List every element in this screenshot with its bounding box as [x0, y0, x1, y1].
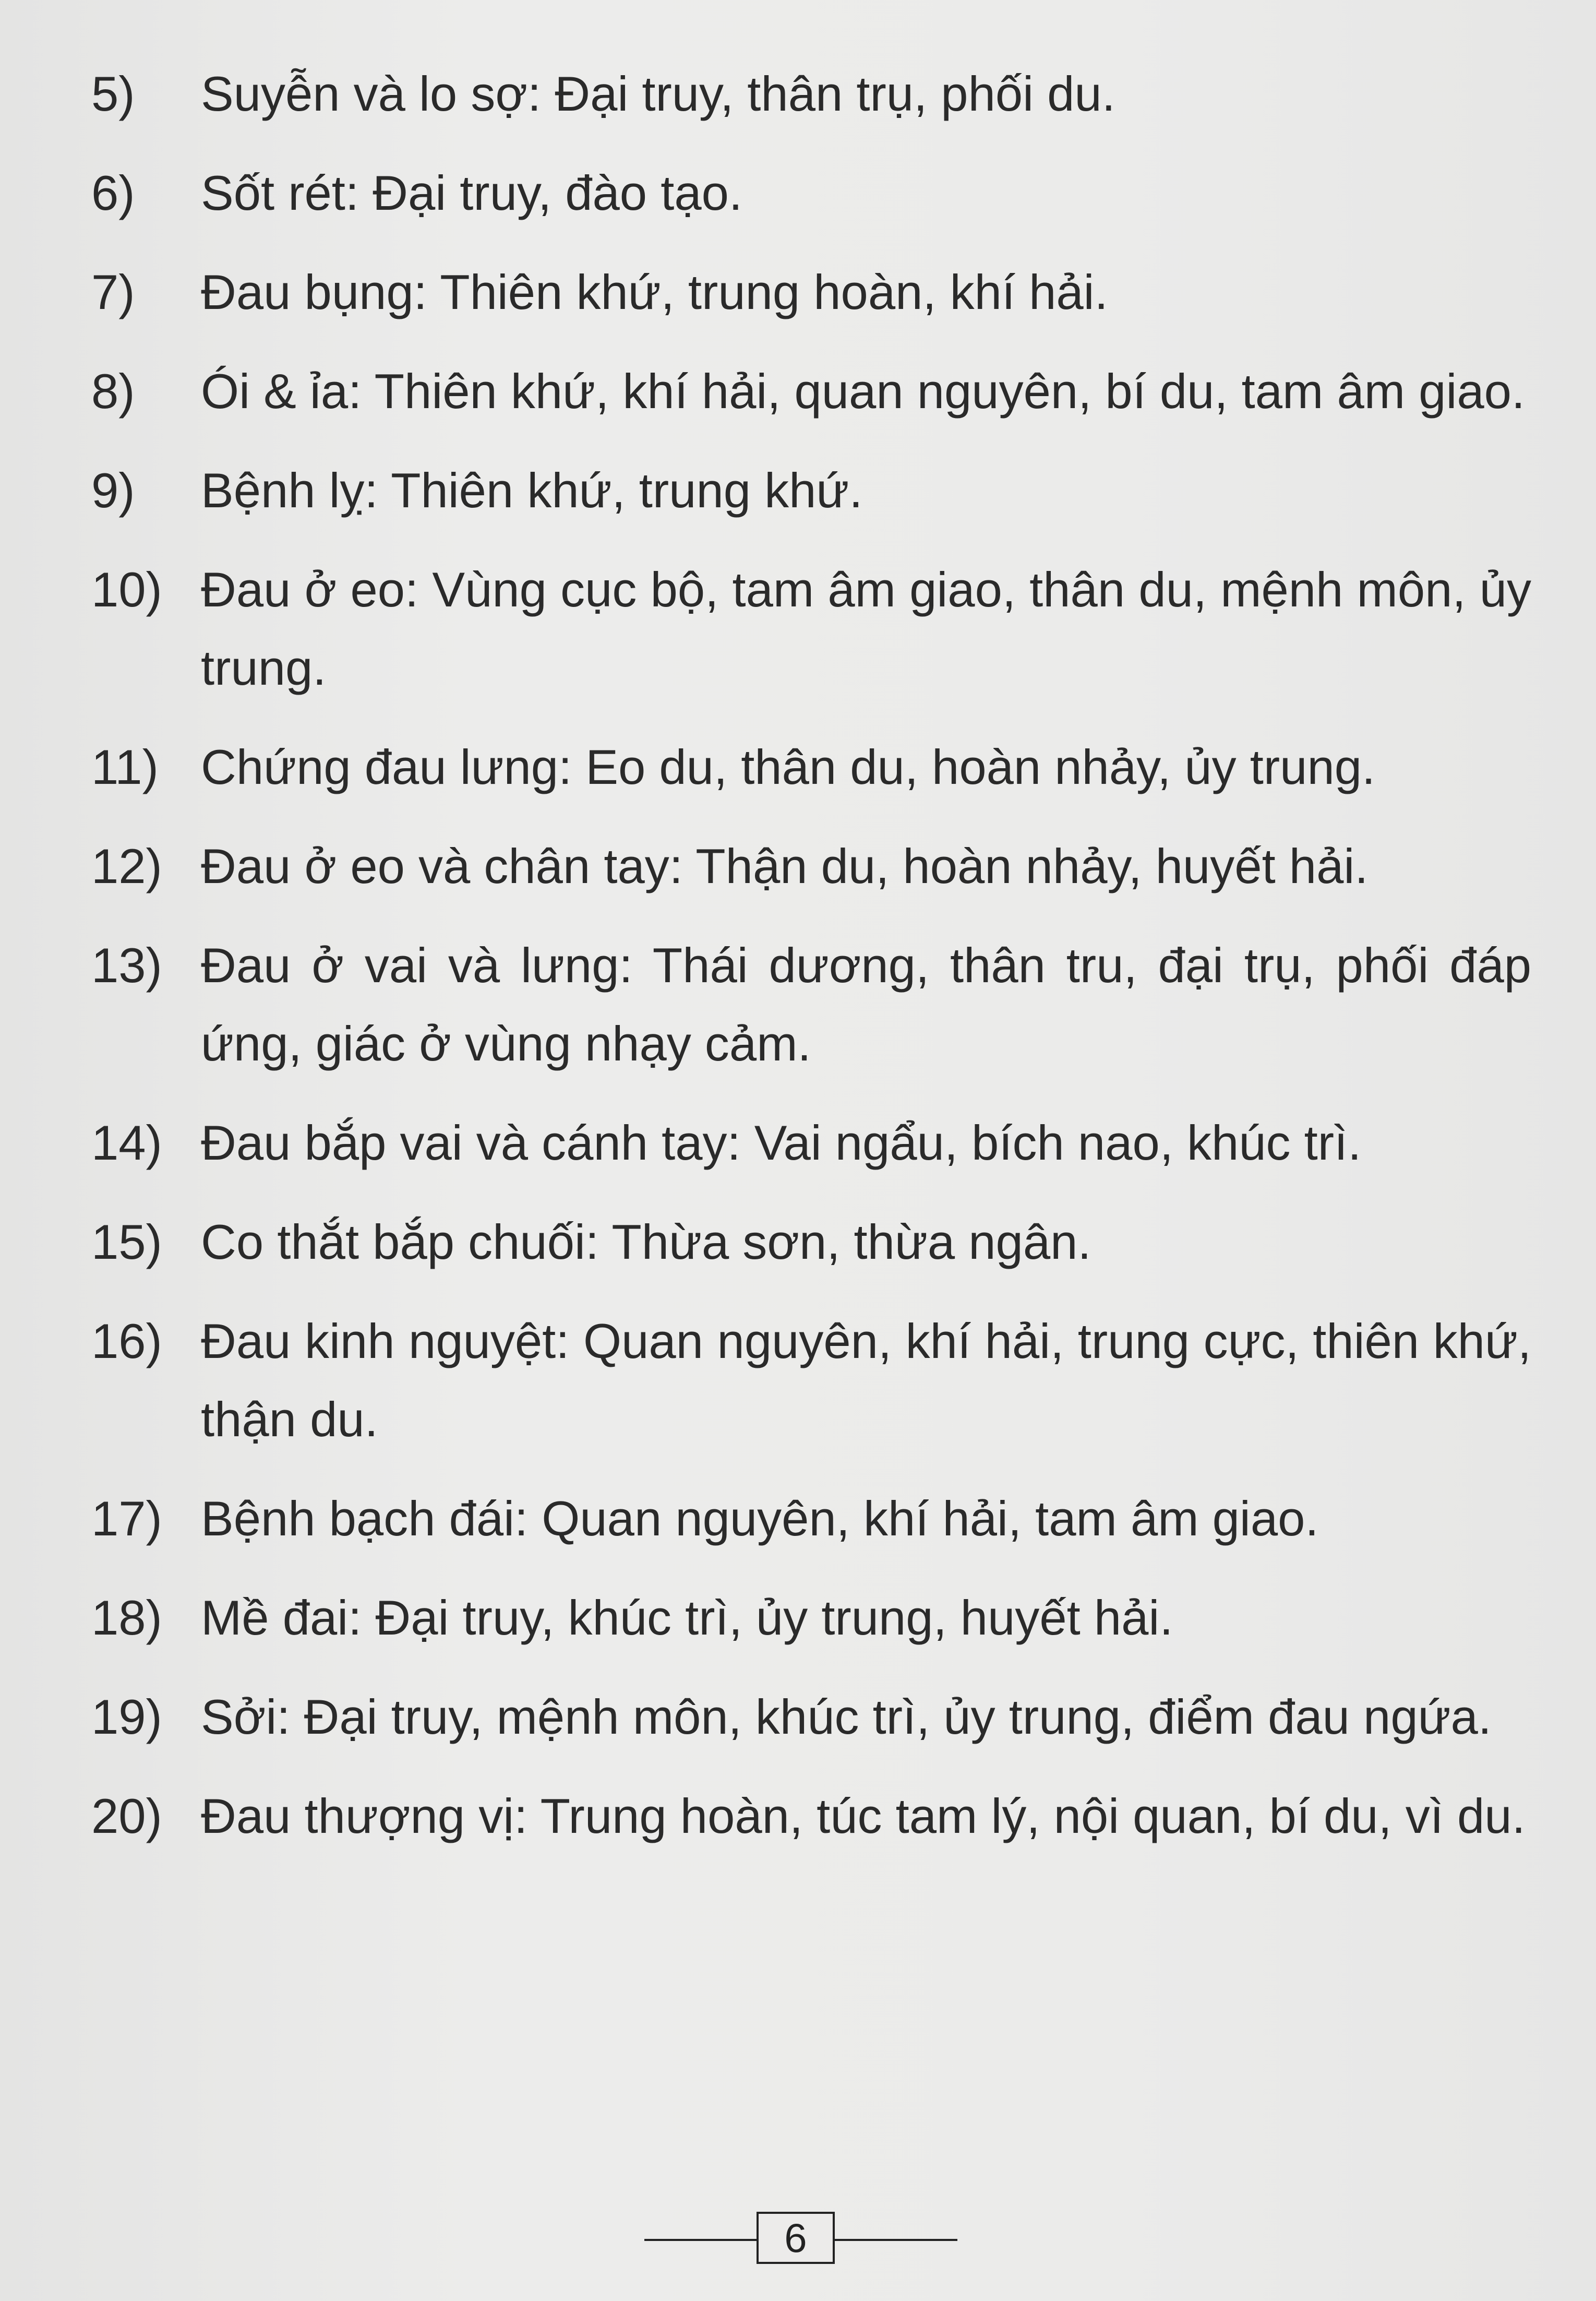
item-text: Co thắt bắp chuối: Thừa sơn, thừa ngân.: [201, 1214, 1091, 1269]
list-item: [91, 253, 1531, 331]
item-number: 11): [91, 740, 159, 794]
item-text: Chứng đau lưng: Eo du, thân du, hoàn nhảy, ủy trung.: [201, 740, 1376, 794]
list-item: [91, 1777, 1531, 1855]
item-number: 20): [91, 1789, 162, 1843]
item-number: 15): [91, 1214, 162, 1269]
item-text: Đau ở eo và chân tay: Thận du, hoàn nhảy, huyết hải.: [201, 839, 1369, 893]
list-item: [91, 728, 1531, 806]
item-text: Bệnh bạch đái: Quan nguyên, khí hải, tam âm giao.: [201, 1491, 1319, 1546]
item-number: 6): [91, 165, 135, 220]
item-text: Đau thượng vị: Trung hoàn, túc tam lý, nội quan, bí du, vì du.: [201, 1789, 1526, 1843]
item-text: Mề đai: Đại truy, khúc trì, ủy trung, huyết hải.: [201, 1590, 1173, 1645]
item-number: 13): [91, 938, 162, 993]
item-number: 16): [91, 1314, 162, 1368]
item-text: Sởi: Đại truy, mệnh môn, khúc trì, ủy trung, điểm đau ngứa.: [201, 1689, 1492, 1744]
list-item: [91, 1302, 1531, 1459]
list-item: [91, 1203, 1531, 1281]
footer-rule-right: [835, 2239, 957, 2241]
footer-rule-left: [644, 2239, 757, 2241]
list-item: [91, 154, 1531, 232]
item-number: 9): [91, 463, 135, 518]
list-item: [91, 551, 1531, 707]
remedy-list: [91, 55, 1531, 1876]
item-text: Ói & ỉa: Thiên khứ, khí hải, quan nguyên, bí du, tam âm giao.: [201, 364, 1525, 419]
item-text: Đau bụng: Thiên khứ, trung hoàn, khí hải.: [201, 265, 1108, 319]
item-number: 14): [91, 1115, 162, 1170]
item-text: Suyễn và lo sợ: Đại truy, thân trụ, phối du.: [201, 66, 1115, 121]
item-number: 18): [91, 1590, 162, 1645]
list-item: [91, 827, 1531, 905]
item-text: Đau bắp vai và cánh tay: Vai ngẩu, bích nao, khúc trì.: [201, 1115, 1362, 1170]
list-item: [91, 926, 1531, 1083]
item-text: Đau ở eo: Vùng cục bộ, tam âm giao, thân du, mệnh môn, ủy trung.: [201, 562, 1531, 695]
item-number: 12): [91, 839, 162, 893]
item-number: 19): [91, 1689, 162, 1744]
list-item: [91, 1104, 1531, 1182]
item-number: 10): [91, 562, 162, 617]
list-item: [91, 352, 1531, 431]
list-item: [91, 451, 1531, 530]
list-item: [91, 55, 1531, 133]
item-number: 5): [91, 66, 135, 121]
list-item: [91, 1579, 1531, 1657]
page-footer: [0, 2212, 1596, 2269]
list-item: [91, 1480, 1531, 1558]
list-item: [91, 1678, 1531, 1756]
item-text: Bệnh lỵ: Thiên khứ, trung khứ.: [201, 463, 863, 518]
item-text: Sốt rét: Đại truy, đào tạo.: [201, 165, 742, 220]
page-number: 6: [757, 2212, 835, 2264]
item-number: 8): [91, 364, 135, 419]
item-number: 17): [91, 1491, 162, 1546]
item-text: Đau kinh nguyệt: Quan nguyên, khí hải, trung cực, thiên khứ, thận du.: [201, 1314, 1531, 1447]
item-text: Đau ở vai và lưng: Thái dương, thân tru, đại trụ, phối đáp ứng, giác ở vùng nhạy cảm.: [201, 938, 1531, 1071]
item-number: 7): [91, 265, 135, 319]
